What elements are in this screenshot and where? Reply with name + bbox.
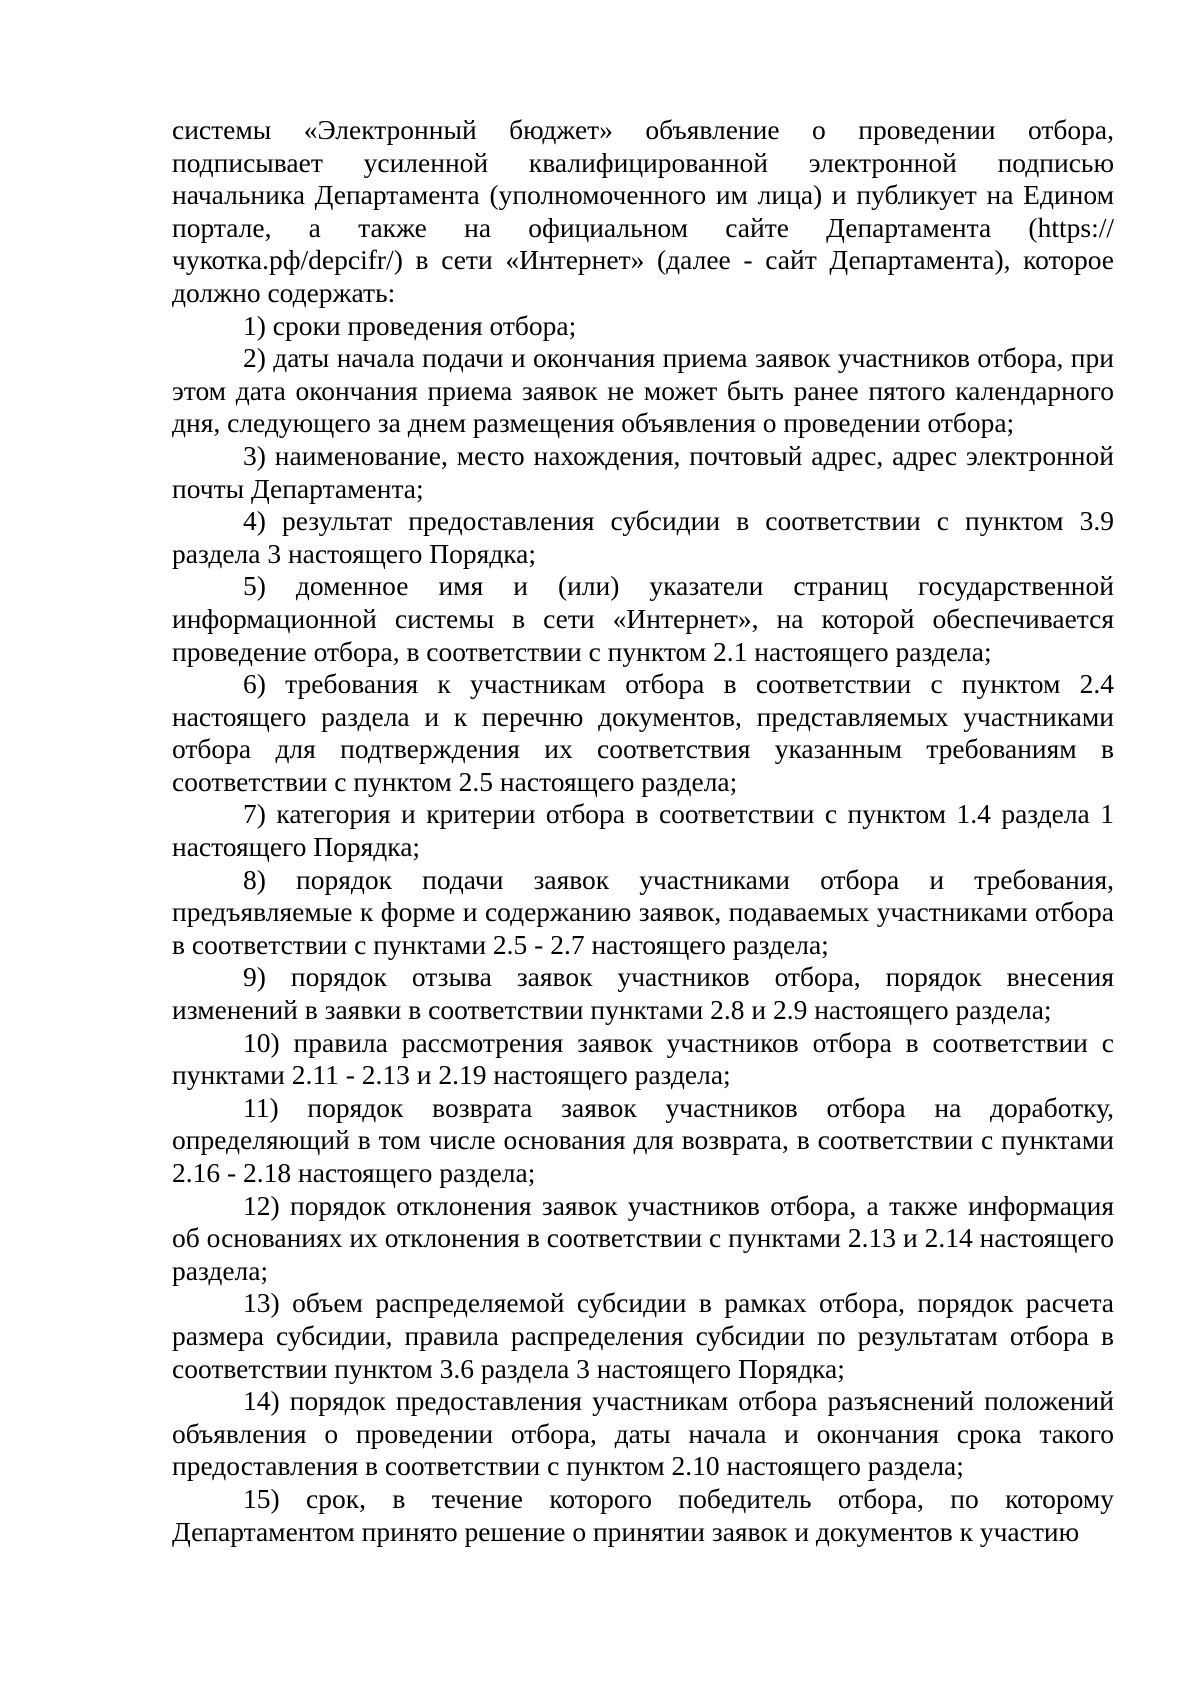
list-item-1: 1) сроки проведения отбора; <box>243 309 577 341</box>
list-item-5: 5) доменное имя и (или) указатели страниц государственной информационной системы в сети «Интернет», на которой обеспечивается проведение отбора, в соответствии с пунктом 2.1 настоящего раздела; <box>172 570 1114 667</box>
list-item-14: 14) порядок предоставления участникам отбора разъяснений положений объявления о проведении отбора, даты начала и окончания срока такого предоставления в соответствии с пунктом 2.10 настоящего раздела; <box>172 1385 1114 1482</box>
list-item-12: 12) порядок отклонения заявок участников отбора, а также информация об основаниях их отклонения в соответствии с пунктами 2.13 и 2.14 настоящего раздела; <box>172 1189 1114 1286</box>
list-item-13: 13) объем распределяемой субсидии в рамках отбора, порядок расчета размера субсидии, правила распределения субсидии по результатам отбора в соответствии пунктом 3.6 раздела 3 настоящего Порядка; <box>172 1287 1114 1384</box>
list-item-11: 11) порядок возврата заявок участников отбора на доработку, определяющий в том числе основания для возврата, в соответствии с пунктами 2.16 - 2.18 настоящего раздела; <box>172 1091 1114 1188</box>
list-item-8: 8) порядок подачи заявок участниками отбора и требования, предъявляемые к форме и содержанию заявок, подаваемых участниками отбора в соответствии с пунктами 2.5 - 2.7 настоящего раздела; <box>172 863 1114 960</box>
list-item-15: 15) срок, в течение которого победитель отбора, по которому Департаментом принято решение о принятии заявок и документов к участию <box>172 1482 1114 1547</box>
list-item-9: 9) порядок отзыва заявок участников отбора, порядок внесения изменений в заявки в соответствии пунктами 2.8 и 2.9 настоящего раздела; <box>172 961 1114 1026</box>
paragraph-intro: системы «Электронный бюджет» объявление о проведении отбора, подписывает усиленной квалифицированной электронной подписью начальника Департамента (уполномоченного им лица) и публикует на Едином портале, а также на официальном сайте Департамента (https://чукотка.рф/depcifr/) в сети «Интернет» (далее - сайт Департамента), которое должно содержать: <box>172 114 1114 308</box>
list-item-2: 2) даты начала подачи и окончания приема заявок участников отбора, при этом дата окончания приема заявок не может быть ранее пятого календарного дня, следующего за днем размещения объявления о проведении отбора; <box>172 342 1114 439</box>
list-item-4: 4) результат предоставления субсидии в соответствии с пунктом 3.9 раздела 3 настоящего Порядка; <box>172 505 1114 569</box>
list-item-10: 10) правила рассмотрения заявок участников отбора в соответствии с пунктами 2.11 - 2.13 и 2.19 настоящего раздела; <box>172 1026 1114 1091</box>
list-item-7: 7) категория и критерии отбора в соответствии с пунктом 1.4 раздела 1 настоящего Порядка; <box>172 798 1114 863</box>
list-item-6: 6) требования к участникам отбора в соответствии с пунктом 2.4 настоящего раздела и к перечню документов, представляемых участниками отбора для подтверждения их соответствия указанным требованиям в соответствии с пунктом 2.5 настоящего раздела; <box>172 668 1114 797</box>
list-item-3: 3) наименование, место нахождения, почтовый адрес, адрес электронной почты Департамента; <box>172 439 1114 504</box>
document-page <box>172 114 1114 1548</box>
